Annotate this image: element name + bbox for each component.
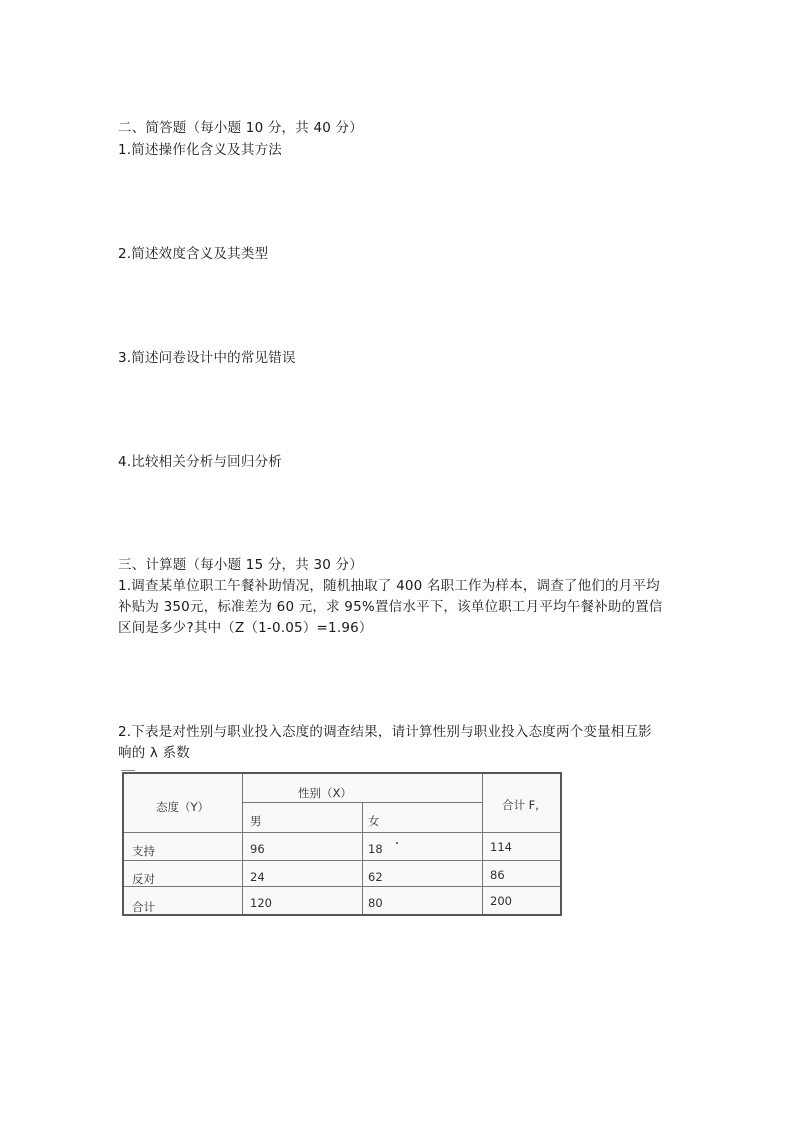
question-2-3: 3.简述问卷设计中的常见错误 [118,350,296,366]
header-female: 女 [368,814,380,828]
row-total-male: 120 [250,896,272,910]
header-male: 男 [250,814,262,828]
question-2-2: 2.简述效度含义及其类型 [118,246,269,262]
row-total-total: 200 [490,894,512,908]
question-2-1: 1.简述操作化含义及其方法 [118,142,282,158]
row-total-female: 80 [368,896,383,910]
row-oppose-female: 62 [368,870,383,884]
scan-speck [121,770,135,771]
row-support-male: 96 [250,842,265,856]
header-attitude: 态度（Y） [156,800,210,814]
header-gender: 性别（X） [298,786,352,800]
question-3-1-line2: 补贴为 350元，标准差为 60 元，求 95%置信水平下，该单位职工月平均午餐补助的置信 [118,599,663,615]
question-3-2-line1: 2.下表是对性别与职业投入态度的调查结果，请计算性别与职业投入态度两个变量相互影 [118,724,652,740]
question-2-4: 4.比较相关分析与回归分析 [118,454,282,470]
row-support-total: 114 [490,840,512,854]
section2-title: 二、简答题（每小题 10 分，共 40 分） [118,120,363,136]
row-oppose-total: 86 [490,868,505,882]
data-table [122,772,562,916]
section3-title: 三、计算题（每小题 15 分，共 30 分） [118,557,363,573]
question-3-1-line1: 1.调查某单位职工午餐补助情况，随机抽取了 400 名职工作为样本，调查了他们的月平均 [118,578,660,594]
row-total-label: 合计 [132,900,155,914]
row-support-female: 18 [368,842,383,856]
row-oppose-label: 反对 [132,872,155,886]
header-total: 合计 F, [502,798,539,812]
scan-speck [396,842,398,844]
question-3-1-line3: 区间是多少?其中（Z（1-0.05）=1.96） [118,620,373,636]
row-oppose-male: 24 [250,870,265,884]
question-3-2-line2: 响的 λ 系数 [118,745,190,761]
row-support-label: 支持 [132,844,155,858]
